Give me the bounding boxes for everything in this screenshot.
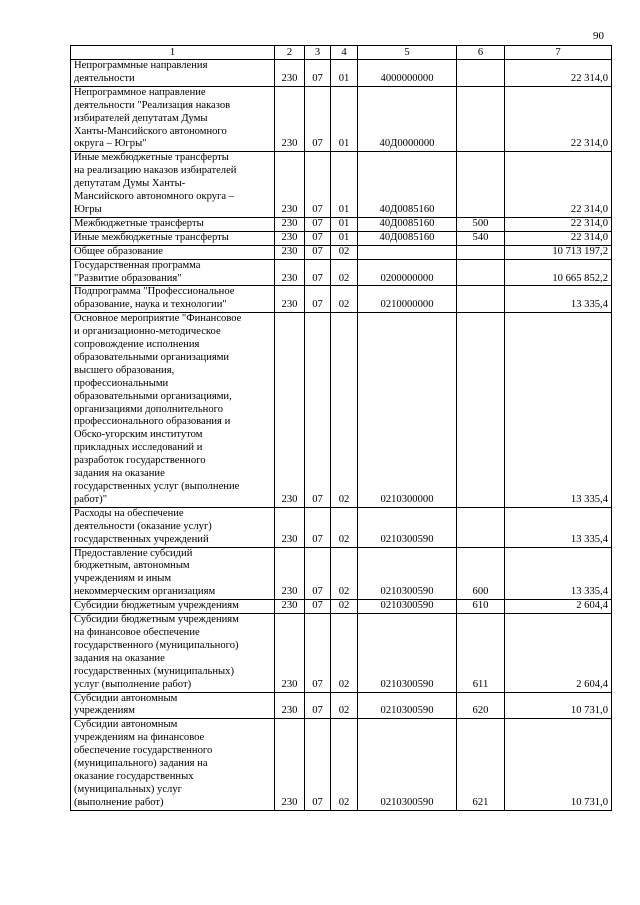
cell-expense-type: 500 [457, 217, 505, 231]
cell-admin-code: 230 [275, 286, 305, 313]
cell-expense-type [457, 507, 505, 547]
table-row [71, 86, 612, 152]
table-row [71, 600, 612, 614]
cell-subsection: 02 [331, 507, 358, 547]
cell-target-article [358, 245, 457, 259]
cell-subsection: 02 [331, 547, 358, 600]
column-header: 6 [457, 46, 505, 60]
cell-name: Непрограммные направления деятельности [71, 60, 275, 87]
cell-section: 07 [305, 614, 331, 692]
cell-target-article: 4000000000 [358, 60, 457, 87]
cell-name: Иные межбюджетные трансферты [71, 231, 275, 245]
cell-expense-type [457, 152, 505, 218]
cell-target-article: 0210300590 [358, 547, 457, 600]
cell-expense-type: 620 [457, 692, 505, 719]
cell-target-article: 0210300590 [358, 692, 457, 719]
cell-admin-code: 230 [275, 231, 305, 245]
cell-target-article: 0210300590 [358, 600, 457, 614]
cell-expense-type: 600 [457, 547, 505, 600]
cell-target-article: 0210300590 [358, 614, 457, 692]
cell-amount: 22 314,0 [505, 217, 612, 231]
cell-expense-type: 621 [457, 719, 505, 810]
cell-target-article: 40Д0085160 [358, 217, 457, 231]
cell-admin-code: 230 [275, 245, 305, 259]
cell-target-article: 0200000000 [358, 259, 457, 286]
cell-name: Государственная программа "Развитие образования" [71, 259, 275, 286]
cell-admin-code: 230 [275, 600, 305, 614]
cell-subsection: 02 [331, 313, 358, 508]
cell-name: Субсидии автономным учреждениям на финансовое обеспечение государственного (муниципального) задания на оказание государственных (муниципальных) услуг (выполнение работ) [71, 719, 275, 810]
cell-amount: 2 604,4 [505, 614, 612, 692]
table-row [71, 719, 612, 810]
cell-section: 07 [305, 313, 331, 508]
table-row [71, 152, 612, 218]
cell-name: Иные межбюджетные трансферты на реализацию наказов избирателей депутатам Думы Ханты- Мансийского автономного округа – Югры [71, 152, 275, 218]
cell-expense-type [457, 60, 505, 87]
cell-admin-code: 230 [275, 217, 305, 231]
cell-name: Предоставление субсидий бюджетным, автономным учреждениям и иным некоммерческим организациям [71, 547, 275, 600]
cell-amount: 22 314,0 [505, 231, 612, 245]
cell-section: 07 [305, 547, 331, 600]
cell-section: 07 [305, 152, 331, 218]
cell-name: Основное мероприятие "Финансовое и организационно-методическое сопровождение исполнения образовательными организациями высшего образования, профессиональными образовательными организациями, организациями дополнительного профессионального образования и Обско-угорским институтом прикладных исследований и разработок государственного задания на оказание государственных услуг (выполнение работ)" [71, 313, 275, 508]
cell-expense-type: 610 [457, 600, 505, 614]
cell-admin-code: 230 [275, 547, 305, 600]
cell-admin-code: 230 [275, 507, 305, 547]
column-header: 3 [305, 46, 331, 60]
cell-target-article: 0210300590 [358, 507, 457, 547]
cell-target-article: 40Д0000000 [358, 86, 457, 152]
cell-expense-type [457, 86, 505, 152]
cell-admin-code: 230 [275, 259, 305, 286]
cell-name: Подпрограмма "Профессиональное образование, наука и технологии" [71, 286, 275, 313]
cell-subsection: 02 [331, 259, 358, 286]
cell-admin-code: 230 [275, 692, 305, 719]
cell-section: 07 [305, 245, 331, 259]
cell-amount: 13 335,4 [505, 313, 612, 508]
cell-admin-code: 230 [275, 313, 305, 508]
cell-expense-type [457, 286, 505, 313]
cell-expense-type [457, 245, 505, 259]
cell-amount: 22 314,0 [505, 86, 612, 152]
cell-expense-type [457, 313, 505, 508]
cell-amount: 22 314,0 [505, 60, 612, 87]
table-row [71, 547, 612, 600]
cell-section: 07 [305, 507, 331, 547]
cell-name: Непрограммное направление деятельности "Реализация наказов избирателей депутатам Думы Ханты-Мансийского автономного округа – Югры" [71, 86, 275, 152]
cell-section: 07 [305, 692, 331, 719]
cell-section: 07 [305, 217, 331, 231]
table-row [71, 259, 612, 286]
cell-section: 07 [305, 719, 331, 810]
cell-amount: 10 713 197,2 [505, 245, 612, 259]
cell-section: 07 [305, 286, 331, 313]
cell-amount: 10 665 852,2 [505, 259, 612, 286]
cell-amount: 13 335,4 [505, 507, 612, 547]
cell-subsection: 01 [331, 60, 358, 87]
cell-subsection: 01 [331, 152, 358, 218]
cell-admin-code: 230 [275, 60, 305, 87]
table-row [71, 60, 612, 87]
cell-amount: 10 731,0 [505, 719, 612, 810]
cell-target-article: 40Д0085160 [358, 152, 457, 218]
cell-name: Субсидии бюджетным учреждениям [71, 600, 275, 614]
column-header: 4 [331, 46, 358, 60]
cell-target-article: 40Д0085160 [358, 231, 457, 245]
cell-subsection: 02 [331, 286, 358, 313]
cell-amount: 13 335,4 [505, 286, 612, 313]
cell-amount: 2 604,4 [505, 600, 612, 614]
table-row [71, 245, 612, 259]
cell-admin-code: 230 [275, 614, 305, 692]
cell-subsection: 02 [331, 614, 358, 692]
budget-table [70, 45, 612, 811]
cell-subsection: 02 [331, 692, 358, 719]
cell-section: 07 [305, 86, 331, 152]
cell-target-article: 0210300000 [358, 313, 457, 508]
cell-admin-code: 230 [275, 86, 305, 152]
cell-subsection: 02 [331, 600, 358, 614]
cell-name: Межбюджетные трансферты [71, 217, 275, 231]
cell-name: Расходы на обеспечение деятельности (оказание услуг) государственных учреждений [71, 507, 275, 547]
cell-amount: 22 314,0 [505, 152, 612, 218]
table-row [71, 692, 612, 719]
table-body [71, 60, 612, 811]
column-header: 7 [505, 46, 612, 60]
cell-subsection: 01 [331, 217, 358, 231]
cell-expense-type: 611 [457, 614, 505, 692]
table-row [71, 231, 612, 245]
page-number: 90 [593, 30, 604, 42]
cell-name: Общее образование [71, 245, 275, 259]
cell-subsection: 02 [331, 719, 358, 810]
cell-section: 07 [305, 231, 331, 245]
cell-subsection: 01 [331, 231, 358, 245]
cell-name: Субсидии бюджетным учреждениям на финансовое обеспечение государственного (муниципального) задания на оказание государственных (муниципальных) услуг (выполнение работ) [71, 614, 275, 692]
header-row [71, 46, 612, 60]
column-header: 5 [358, 46, 457, 60]
cell-amount: 10 731,0 [505, 692, 612, 719]
cell-target-article: 0210000000 [358, 286, 457, 313]
cell-expense-type [457, 259, 505, 286]
table-row [71, 217, 612, 231]
cell-amount: 13 335,4 [505, 547, 612, 600]
cell-admin-code: 230 [275, 152, 305, 218]
cell-section: 07 [305, 259, 331, 286]
cell-name: Субсидии автономным учреждениям [71, 692, 275, 719]
cell-expense-type: 540 [457, 231, 505, 245]
cell-subsection: 01 [331, 86, 358, 152]
cell-section: 07 [305, 600, 331, 614]
cell-section: 07 [305, 60, 331, 87]
cell-target-article: 0210300590 [358, 719, 457, 810]
cell-subsection: 02 [331, 245, 358, 259]
table-row [71, 313, 612, 508]
column-header: 1 [71, 46, 275, 60]
table-row [71, 286, 612, 313]
table-row [71, 507, 612, 547]
column-header: 2 [275, 46, 305, 60]
cell-admin-code: 230 [275, 719, 305, 810]
table-row [71, 614, 612, 692]
